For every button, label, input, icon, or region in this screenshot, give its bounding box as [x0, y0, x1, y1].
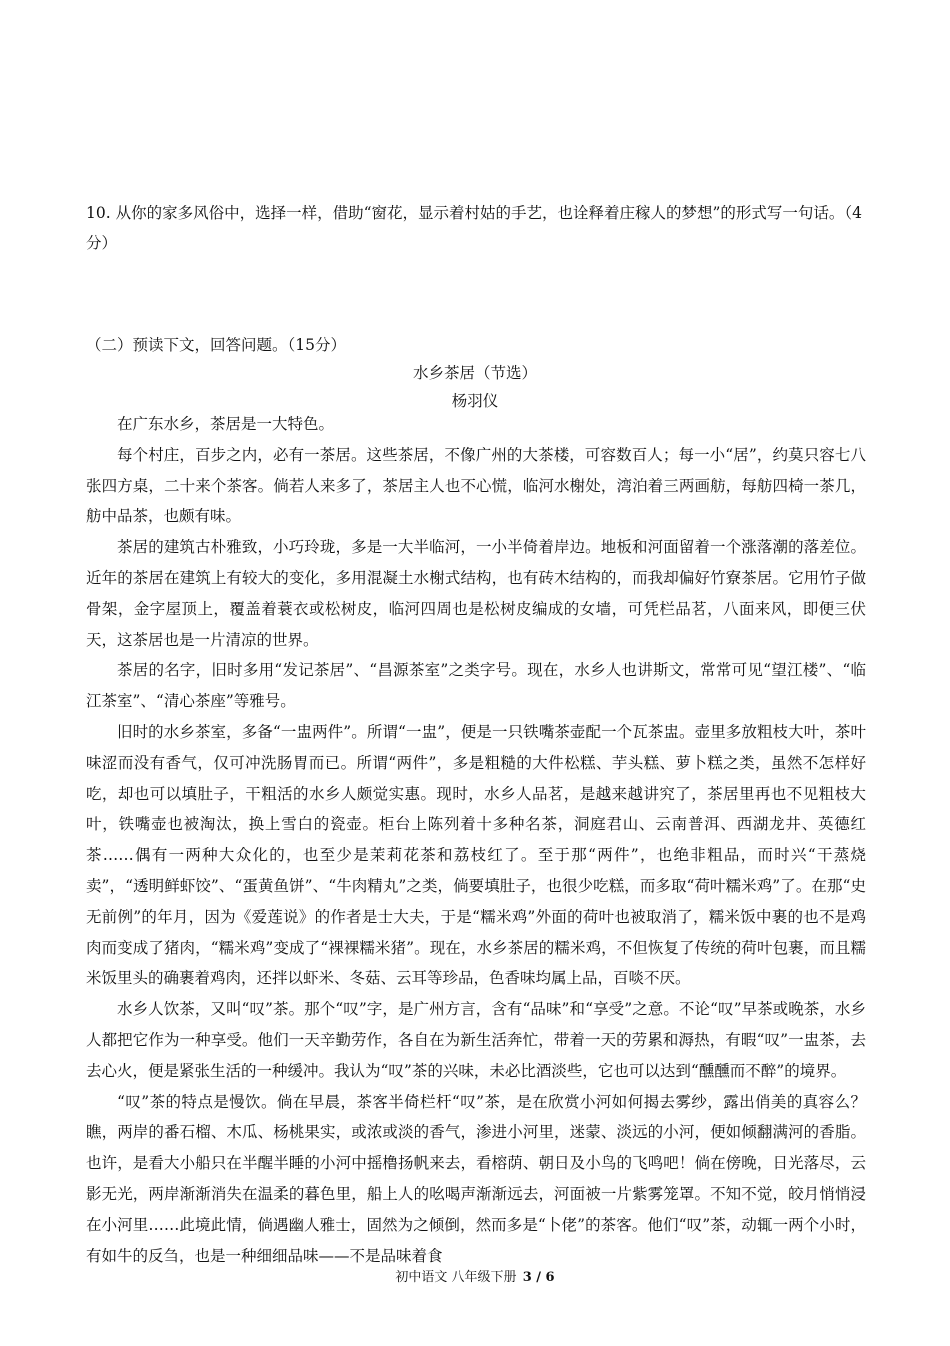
article-title: 水乡茶居（节选） [412, 364, 537, 382]
question-10: 10. 从你的家多风俗中，选择一样，借助“窗花，显示着村姑的手艺，也诠释着庄稼人的梦想”的形式写一句话。（4分） [86, 204, 863, 252]
paragraph: 在广东水乡，茶居是一大特色。 [117, 415, 335, 433]
section-heading: （二）预读下文，回答问题。（15分） [86, 336, 346, 354]
paragraph: 茶居的名字，旧时多用“发记茶居”、“昌源茶室”之类字号。现在，水乡人也讲斯文，常常可见“望江楼”、“临江茶室”、“清心茶座”等雅号。 [86, 661, 866, 711]
paragraph: “叹”茶的特点是慢饮。倘在早晨，茶客半倚栏杆“叹”茶，是在欣赏小河如何揭去雾纱，露出俏美的真容么？瞧，两岸的番石榴、木瓜、杨桃果实，或浓或淡的香气，渗进小河里，迷蒙、淡远的小河，便如倾翻满河的香脂。也许，是看大小船只在半醒半睡的小河中摇橹扬帆来去，看榕荫、朝日及小鸟的飞鸣吧！倘在傍晚，日光落尽，云影无光，两岸渐渐消失在温柔的暮色里，船上人的吆喝声渐渐远去，河面被一片紫雾笼罩。不知不觉，皎月悄悄浸在小河里……此境此情，倘遇幽人雅士，固然为之倾倒，然而多是“卜佬”的茶客。他们“叹”茶，动辄一两个小时，有如牛的反刍，也是一种细细品味——不是品味着食 [86, 1092, 866, 1265]
footer-label: 初中语文 八年级下册 [395, 1270, 517, 1285]
article-author: 杨羽仪 [451, 392, 499, 410]
paragraph: 旧时的水乡茶室，多备“一盅两件”。所谓“一盅”，便是一只铁嘴茶壶配一个瓦茶盅。壶里多放粗枝大叶，茶叶味涩而没有香气，仅可冲洗肠胃而已。所谓“两件”，多是粗糙的大件松糕、芋头糕、萝卜糕之类，虽然不怎样好吃，却也可以填肚子，干粗活的水乡人颇觉实惠。现时，水乡人品茗，是越来越讲究了，茶居里再也不见粗枝大叶，铁嘴壶也被淘汰，换上雪白的瓷壶。柜台上陈列着十多种名茶，洞庭君山、云南普洱、西湖龙井、英德红茶……偶有一两种大众化的，也至少是茉莉花茶和荔枝红了。至于那“两件”，也绝非粗品，而时兴“干蒸烧卖”，“透明鲜虾饺”、“蛋黄鱼饼”、“牛肉精丸”之类，倘要填肚子，也很少吃糕，而多取“荷叶糯米鸡”了。在那“史无前例”的年月，因为《爱莲说》的作者是士大夫，于是“糯米鸡”外面的荷叶也被取消了，糯米饭中裹的也不是鸡肉而变成了猪肉，“糯米鸡”变成了“裸裸糯米猪”。现在，水乡茶居的糯米鸡，不但恢复了传统的荷叶包裹，而且糯米饭里头的确裹着鸡肉，还拌以虾米、冬菇、云耳等珍品，色香味均属上品，百啖不厌。 [86, 722, 866, 988]
paragraph: 水乡人饮茶，又叫“叹”茶。那个“叹”字，是广州方言，含有“品味”和“享受”之意。不论“叹”早茶或晚茶，水乡人都把它作为一种享受。他们一天辛勤劳作，各自在为新生活奔忙，带着一天的劳累和溽热，有暇“叹”一盅茶，去去心火，便是紧张生活的一种缓冲。我认为“叹”茶的兴味，未必比酒淡些，它也可以达到“醺醺而不醉”的境界。 [86, 1000, 866, 1080]
paragraph: 每个村庄，百步之内，必有一茶居。这些茶居，不像广州的大茶楼，可容数百人；每一小“居”，约莫只容七八张四方桌，二十来个茶客。倘若人来多了，茶居主人也不心慌，临河水榭处，湾泊着三两画舫，每舫四椅一茶几，舫中品茶，也颇有味。 [86, 445, 866, 526]
page-number: 3 / 6 [522, 1270, 555, 1285]
paragraph: 茶居的建筑古朴雅致，小巧玲珑，多是一大半临河，一小半倚着岸边。地板和河面留着一个涨落潮的落差位。近年的茶居在建筑上有较大的变化，多用混凝土水榭式结构，也有砖木结构的，而我却偏好竹寮茶居。它用竹子做骨架，金字屋顶上，覆盖着蓑衣或松树皮，临河四周也是松树皮编成的女墙，可凭栏品茗，八面来风，即便三伏天，这茶居也是一片清凉的世界。 [86, 538, 866, 649]
page-footer [0, 1268, 950, 1288]
article-body [86, 409, 866, 1271]
